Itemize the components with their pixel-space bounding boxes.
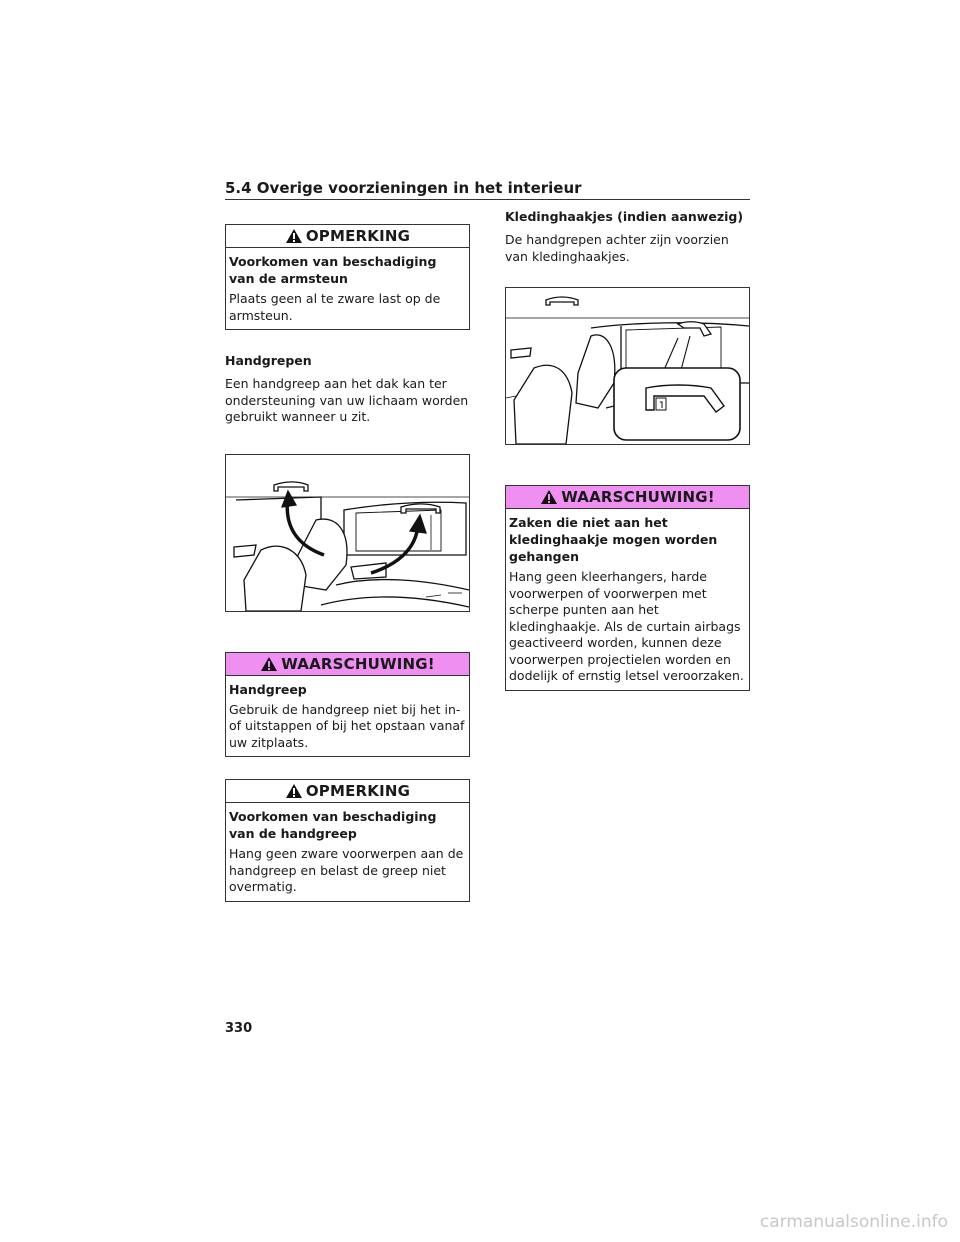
handgrip-illustration xyxy=(225,454,470,612)
notice-title: OPMERKING xyxy=(305,782,411,800)
warning-text: Gebruik de handgreep niet bij het in- of uitstappen of bij het opstaan vanaf uw zitplaats. xyxy=(229,701,465,750)
clothes-hooks-paragraph: De handgrepen achter zijn voorzien van kledinghaakjes. xyxy=(505,232,729,264)
handgrips-heading: Handgrepen xyxy=(225,353,312,368)
notice-title: OPMERKING xyxy=(305,227,411,245)
notice-header xyxy=(226,780,469,803)
notice-text: Hang geen zware voorwerpen aan de handgreep en belast de greep niet overmatig. xyxy=(229,846,464,894)
left-column xyxy=(225,224,470,924)
warning-header xyxy=(506,486,749,509)
right-column xyxy=(505,208,750,713)
notice-text: Plaats geen al te zware last op de armsteun. xyxy=(229,291,441,323)
notice-header xyxy=(226,225,469,248)
notice-subtitle: Voorkomen van beschadiging van de armsteun xyxy=(229,254,437,286)
notice-box-armrest xyxy=(225,224,470,330)
notice-subtitle: Voorkomen van beschadiging van de handgreep xyxy=(229,809,437,841)
warning-box-handgrip xyxy=(225,652,470,758)
page-number: 330 xyxy=(225,1021,253,1036)
warning-text: Hang geen kleerhangers, harde voorwerpen of voorwerpen met scherpe punten aan het kledinghaakje. Als de curtain airbags geactiveerd worden, kunnen deze voorwerpen projectielen worden en dodelijk of ernstig letsel veroorzaken. xyxy=(509,569,744,683)
clothes-hook-illustration xyxy=(505,287,750,445)
notice-box-handgrip xyxy=(225,779,470,902)
warning-subtitle: Handgreep xyxy=(229,681,307,697)
warning-triangle-icon xyxy=(285,228,303,244)
section-header: 5.4 Overige voorzieningen in het interieur xyxy=(225,178,750,200)
warning-triangle-icon xyxy=(540,489,558,505)
warning-subtitle: Zaken die niet aan het kledinghaakje mogen worden gehangen xyxy=(509,515,718,564)
clothes-hooks-heading: Kledinghaakjes (indien aanwezig) xyxy=(505,209,744,224)
warning-triangle-icon xyxy=(285,783,303,799)
handgrips-paragraph: Een handgreep aan het dak kan ter ondersteuning van uw lichaam worden gebruikt wanneer u zit. xyxy=(225,376,469,424)
warning-title: WAARSCHUWING! xyxy=(561,488,715,506)
warning-triangle-icon xyxy=(260,656,278,672)
warning-title: WAARSCHUWING! xyxy=(281,654,435,673)
warning-header xyxy=(226,653,469,676)
warning-box-clothes-hook xyxy=(505,485,750,691)
watermark: carmanualsonline.info xyxy=(759,1212,948,1232)
